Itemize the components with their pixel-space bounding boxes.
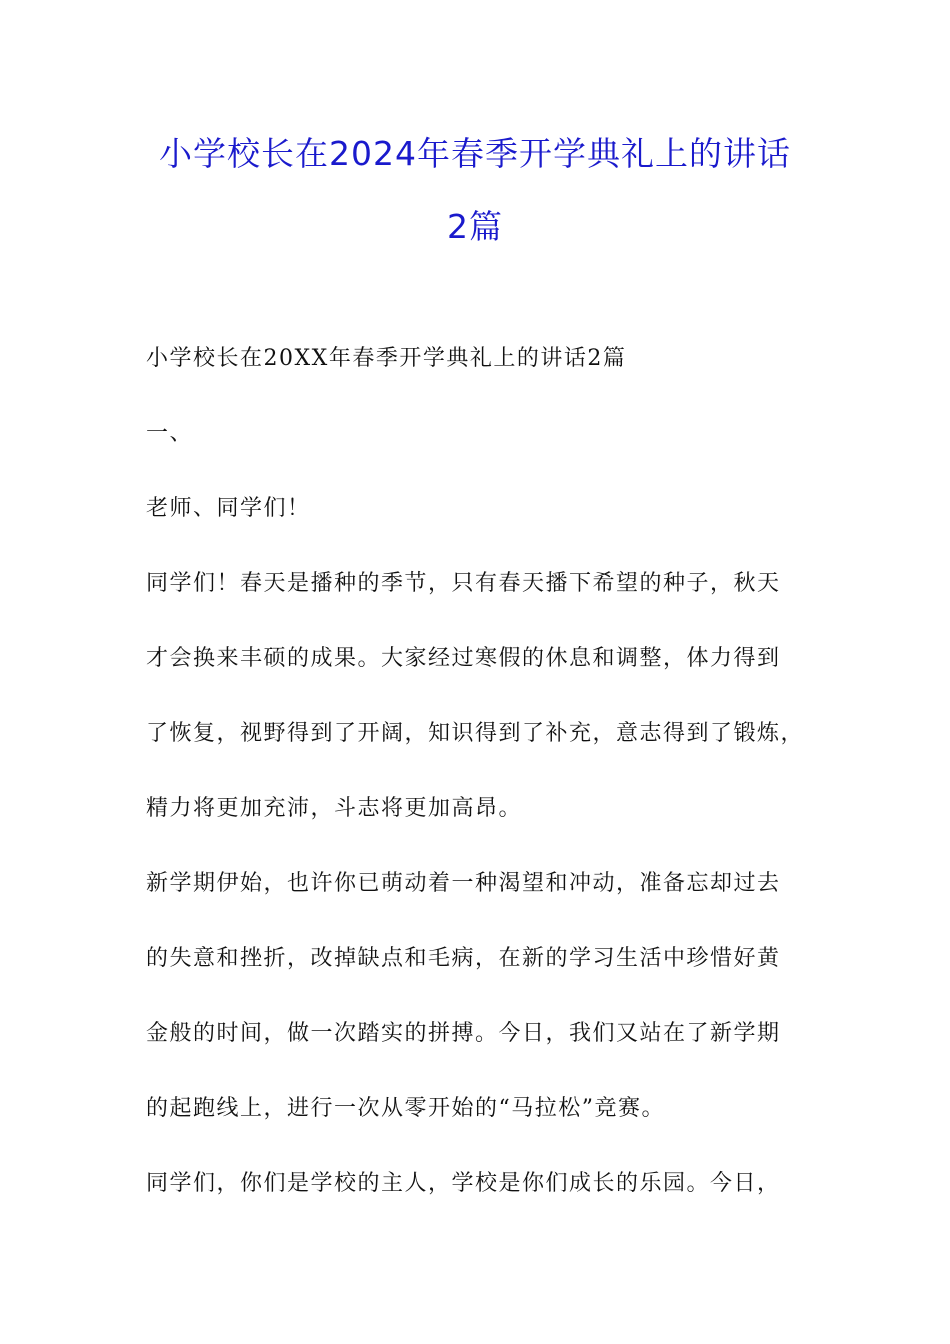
body-line: 才会换来丰硕的成果。大家经过寒假的休息和调整，体力得到 <box>146 646 781 671</box>
body-line: 了恢复，视野得到了开阔，知识得到了补充，意志得到了锻炼， <box>146 721 805 746</box>
body-line: 同学们，你们是学校的主人，学校是你们成长的乐园。今日， <box>146 1171 781 1196</box>
body-line: 精力将更加充沛，斗志将更加高昂。 <box>146 796 523 821</box>
salutation: 老师、同学们！ <box>146 496 311 521</box>
body-line: 同学们！春天是播种的季节，只有春天播下希望的种子，秋天 <box>146 571 781 596</box>
body-line: 的起跑线上，进行一次从零开始的“马拉松”竞赛。 <box>146 1096 665 1121</box>
document-title-continued: 2篇 <box>447 207 503 246</box>
body-line: 的失意和挫折，改掉缺点和毛病，在新的学习生活中珍惜好黄 <box>146 946 781 971</box>
body-line: 新学期伊始，也许你已萌动着一种渴望和冲动，准备忘却过去 <box>146 871 781 896</box>
subtitle-line: 小学校长在20XX年春季开学典礼上的讲话2篇 <box>146 346 627 371</box>
section-number: 一、 <box>146 421 194 446</box>
document-title: 小学校长在2024年春季开学典礼上的讲话 <box>159 134 791 173</box>
body-line: 金般的时间，做一次踏实的拼搏。今日，我们又站在了新学期 <box>146 1021 781 1046</box>
